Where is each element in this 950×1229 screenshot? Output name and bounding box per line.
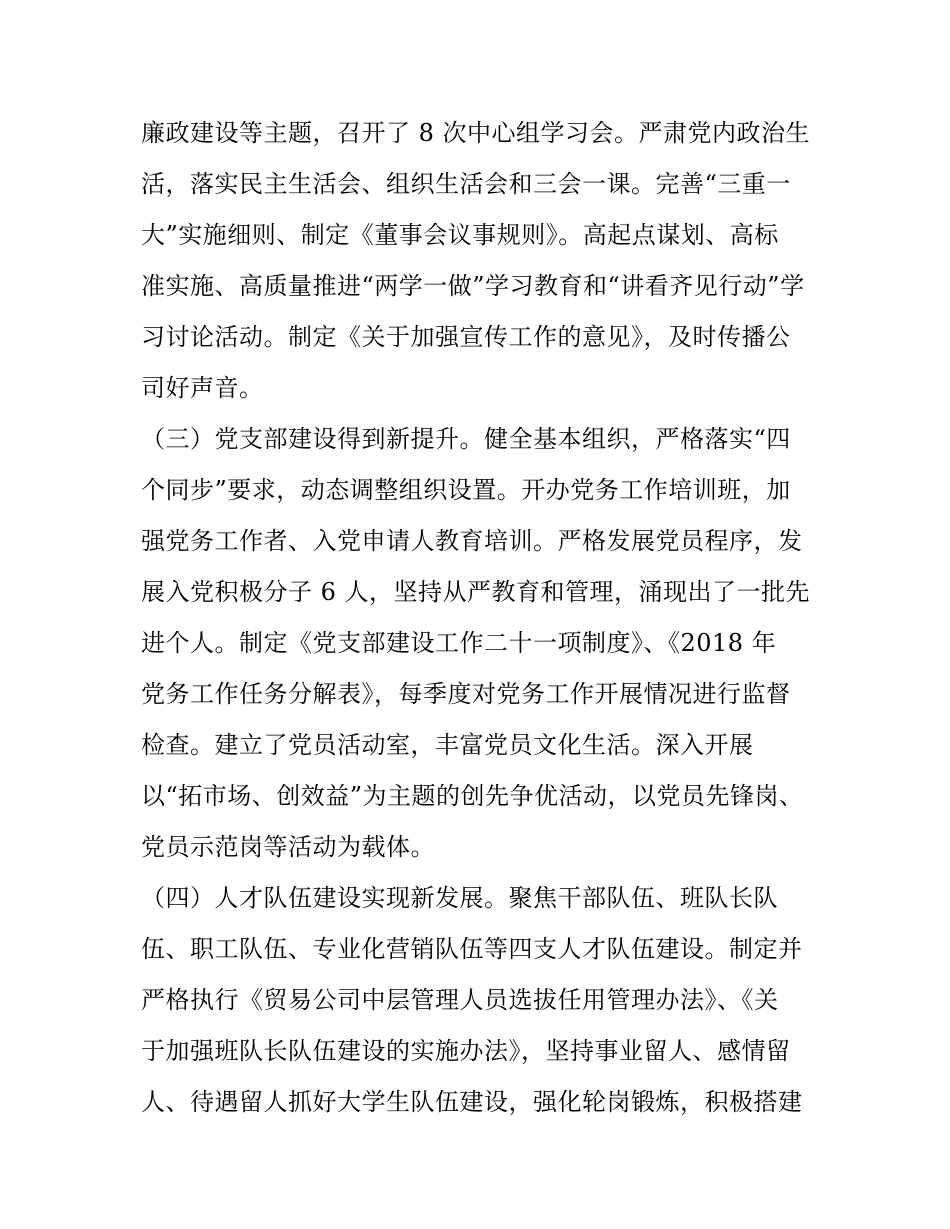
text-line: 强党务工作者、入党申请人教育培训。严格发展党员程序，发 <box>141 527 803 555</box>
text-line: 于加强班队长队伍建设的实施办法》，坚持事业留人、感情留 <box>141 1037 791 1065</box>
text-line: 伍、职工队伍、专业化营销队伍等四支人才队伍建设。制定并 <box>141 935 803 963</box>
text-line: 党务工作任务分解表》，每季度对党务工作开展情况进行监督 <box>141 680 791 708</box>
text-line: 习讨论活动。制定《关于加强宣传工作的意见》，及时传播公 <box>141 323 791 351</box>
text-line: 个同步”要求，动态调整组织设置。开办党务工作培训班，加 <box>141 476 791 504</box>
body-text <box>141 108 821 1128</box>
text-line: 人、待遇留人抓好大学生队伍建设，强化轮岗锻炼，积极搭建 <box>141 1088 803 1116</box>
text-line: 检查。建立了党员活动室，丰富党员文化生活。深入开展 <box>141 731 754 759</box>
text-line: 准实施、高质量推进“两学一做”学习教育和“讲看齐见行动”学 <box>141 272 805 300</box>
section-heading-line: （三）党支部建设得到新提升。健全基本组织，严格落实“四 <box>141 425 791 453</box>
text-line: 党员示范岗等活动为载体。 <box>141 833 435 861</box>
text-line: 展入党积极分子 6 人，坚持从严教育和管理，涌现出了一批先 <box>141 578 811 606</box>
text-line: 进个人。制定《党支部建设工作二十一项制度》、《2018 年 <box>141 629 777 657</box>
text-line: 活，落实民主生活会、组织生活会和三会一课。完善“三重一 <box>141 170 791 198</box>
section-heading-line: （四）人才队伍建设实现新发展。聚焦干部队伍、班队长队 <box>141 884 778 912</box>
text-line: 严格执行《贸易公司中层管理人员选拔任用管理办法》、《关 <box>141 986 779 1014</box>
text-line: 以“拓市场、创效益”为主题的创先争优活动，以党员先锋岗、 <box>141 782 804 810</box>
text-line: 司好声音。 <box>141 374 264 402</box>
text-line: 廉政建设等主题，召开了 8 次中心组学习会。严肃党内政治生 <box>141 119 811 147</box>
text-line: 大”实施细则、制定《董事会议事规则》。高起点谋划、高标 <box>141 221 779 249</box>
